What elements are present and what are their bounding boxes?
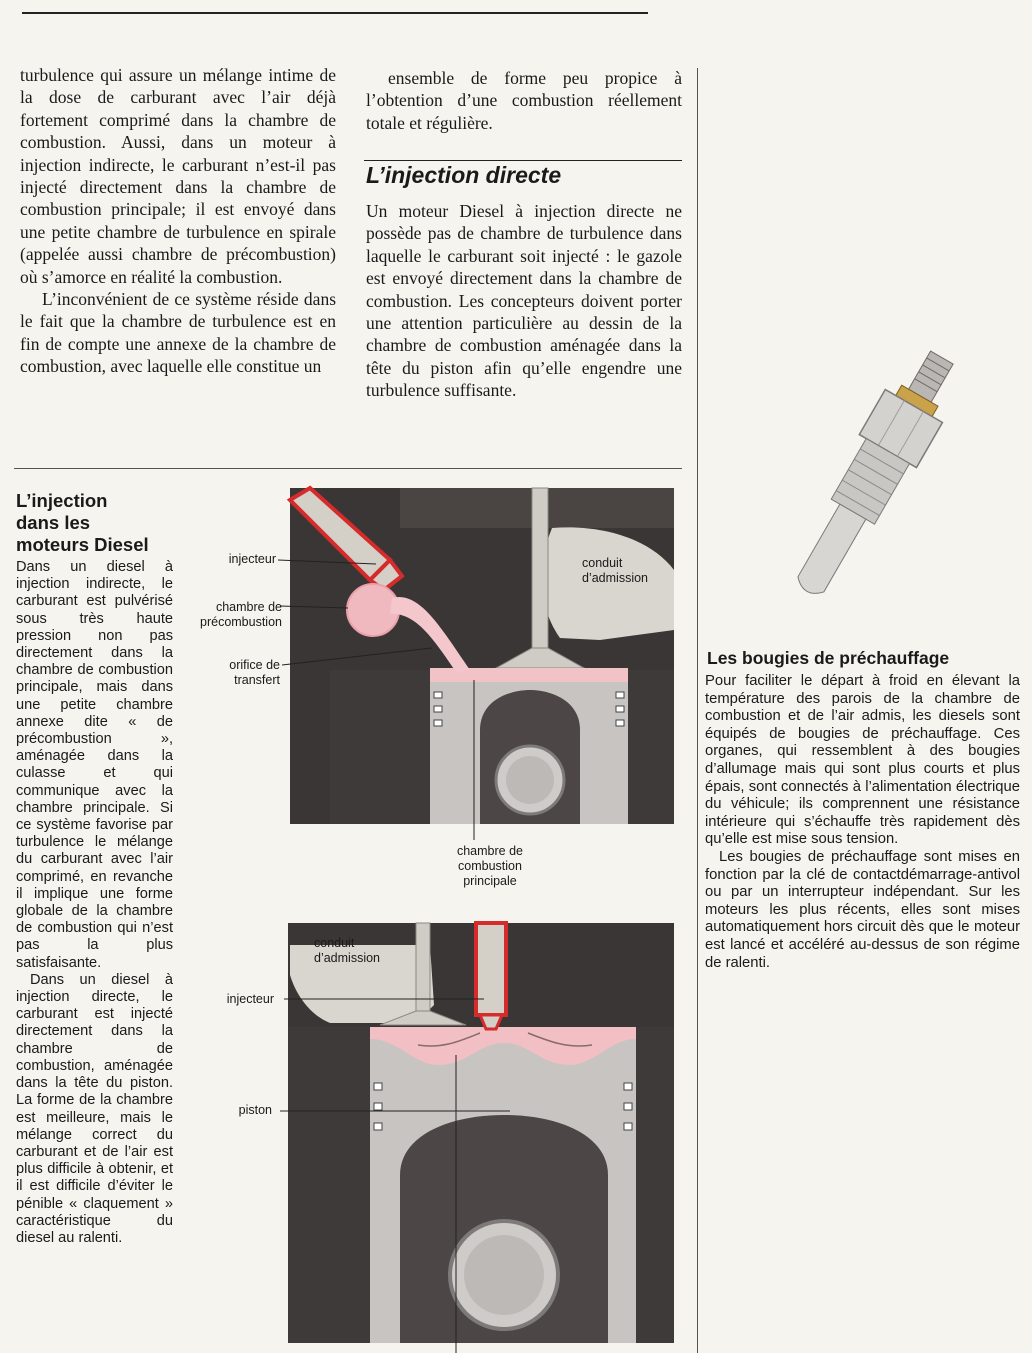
sidebar-paragraph-1: Dans un diesel à injection indirecte, le carburant est pulvérisé sous très haute pression non pas directement dans la chambre de combustion principale, mais dans une petite chambre annexe dite « de précombustion », aménagée dans la culasse et qui communique avec la chambre principale. Si ce système favorise par turbulence le mélange du carburant avec l’air comprimé, en revanche il implique une forme globale de la chambre de combustion qui n’est pas la plus satisfaisante. [16,559,173,971]
label-conduit-admission-2: conduit d’admission [314,936,381,965]
piston-pin-inner [506,756,554,804]
injection-directe-paragraph: Un moteur Diesel à injection directe ne possède pas de chambre de turbulence dans laquelle le carburant soit injecté : le gazole est envoyé directement dans la chambre de combustion. Les concepteurs doivent porter une attention particulière au dessin de la chambre de combustion aménagée dans la tête du piston afin qu’elle engendre une turbulence suffisante. [366,201,682,401]
valve-stem [532,488,548,663]
bougies-paragraph-1: Pour faciliter le départ à froid en élevant la température des parois de la chambre de combustion et de l’air admis, les diesels sont équipés de bougies de préchauffage. Ces organes, qui ressemblent à des bougies d’allumage mais qui sont plus courts et plus épais, sont connectés à l’alimentation électrique du véhicule; ils comprennent une résistance intérieure qui s’échauffe très rapidement dès qu’elle est mise sous tension. [705,673,1020,848]
bougies-text [705,673,1020,972]
ring-groove-2 [374,1123,382,1130]
ring-groove [616,706,624,712]
cylinder-wall-left-2 [288,1027,370,1343]
valve-stem-2 [416,923,430,1015]
label-conduit-admission-1: conduit d’admission [582,556,649,585]
section-rule [14,468,682,469]
heading-rule [364,160,682,161]
cylinder-wall-right-2 [636,1027,674,1343]
label-chambre-precombustion: chambre de précombustion [200,600,282,629]
column-divider [697,68,698,1353]
intro-paragraph-1: turbulence qui assure un mélange intime de la dose de carburant avec l’air déjà fortement comprimé dans la chambre de combustion. Aussi, dans un moteur à injection indirecte, le carburant n’est-il pas injecté directement dans la chambre de combustion principale; il est envoyé dans une petite chambre de turbulence en spirale (appelée aussi chambre de précombustion) où s’amorce en réalité la combustion. [20,65,336,287]
injector-direct [476,923,506,1029]
diagram-direct-injection [180,915,680,1353]
sidebar-paragraph-2: Dans un diesel à injection directe, le carburant est injecté directement dans la chambre de combustion, aménagée dans la tête du piston. La forme de la chambre est meilleure, mais le mélange correct du carburant et de l’air est plus difficile à obtenir, et il est difficile d’éviter le pénible « claquement » caractéristique du diesel au ralenti. [16,971,173,1246]
cylinder-wall-left [330,670,430,824]
top-rule [22,12,648,14]
ring-groove [616,720,624,726]
ring-groove [616,692,624,698]
intro-text-middle [366,67,682,134]
bougies-heading: Les bougies de préchauffage [707,648,950,668]
glow-plug-sheath [794,504,866,599]
sidebar-text [16,559,173,1247]
ring-groove-2 [624,1123,632,1130]
ring-groove-2 [624,1103,632,1110]
label-injecteur-2: injecteur [226,992,274,1006]
ring-groove-2 [374,1103,382,1110]
intro-text-left [20,64,336,378]
ring-groove [434,706,442,712]
continuation-paragraph: ensemble de forme peu propice à l’obtention d’une combustion réellement totale et régulière. [366,68,682,133]
injection-directe-text [366,200,682,402]
label-injecteur-1: injecteur [228,552,276,566]
piston-pin-inner-2 [464,1235,544,1315]
diagram-indirect-injection [180,480,680,900]
section-heading-injection-directe: L’injection directe [366,162,562,188]
sidebar-heading: L’injection dans les moteurs Diesel [16,490,149,555]
cylinder-wall-right [628,670,674,824]
intro-paragraph-2: L’inconvénient de ce système réside dans le fait que la chambre de turbulence est en fin de compte une annexe de la chambre de combustion, avec laquelle elle constitue un [20,289,336,377]
ring-groove [434,720,442,726]
ring-groove-2 [374,1083,382,1090]
ring-groove [434,692,442,698]
ring-groove-2 [624,1083,632,1090]
glow-plug-illustration [760,330,980,630]
label-piston: piston [238,1103,272,1117]
label-chambre-principale: chambre de combustion principale [456,844,523,888]
label-orifice-transfert: orifice de transfert [229,658,280,687]
bougies-paragraph-2: Les bougies de préchauffage sont mises en fonction par la clé de contactdémarrage-antivol ou par un interrupteur indépendant. Sur les moteurs les plus récents, elles sont mises automatiquement hors circuit dès que le moteur est lancé et accéléré au-dessus de son régime de ralenti. [705,848,1020,971]
